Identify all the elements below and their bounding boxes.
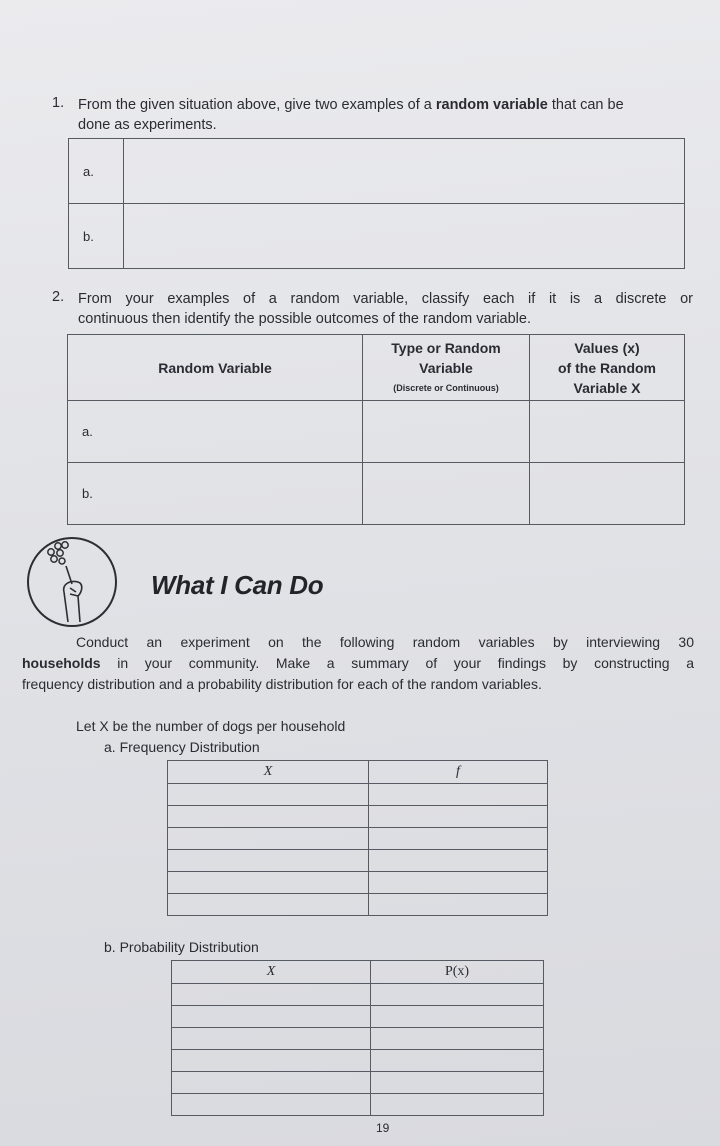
header-type-line1: Type or Random	[391, 339, 501, 356]
question-2-text	[78, 289, 693, 329]
prob-header-x: X	[172, 961, 371, 984]
probability-distribution-table	[171, 960, 544, 1116]
section-title: What I Can Do	[151, 570, 324, 600]
q1-row-b-label: b.	[69, 204, 124, 269]
q1-answer-b-cell[interactable]	[124, 204, 685, 269]
header-type-line2: Variable	[419, 359, 473, 376]
freq-cell[interactable]	[369, 784, 548, 806]
freq-header-x: X	[168, 761, 369, 784]
prob-cell[interactable]	[172, 1006, 371, 1028]
question-1-bold: random variable	[435, 97, 548, 113]
freq-cell[interactable]	[168, 806, 369, 828]
let-statement: Let X be the number of dogs per household	[76, 718, 346, 734]
question-1-answer-table	[68, 138, 685, 269]
paragraph-bold: households	[22, 655, 101, 671]
header-values	[530, 335, 685, 401]
prob-cell[interactable]	[371, 1006, 544, 1028]
question-2-classification-table	[67, 334, 685, 525]
question-2-line2: continuous then identify the possible outcomes of the random variable.	[78, 311, 531, 327]
question-2-line1: From your examples of a random variable, classify each if it is a discrete or	[78, 291, 693, 307]
header-values-line3: Variable X	[573, 379, 641, 396]
prob-cell[interactable]	[371, 1072, 544, 1094]
q1-row-a-label: a.	[69, 139, 124, 204]
paragraph-mid: in your community. Make a summary of your findings by constructing a	[117, 655, 695, 671]
paragraph-line3: frequency distribution and a probability distribution for each of the random variables.	[22, 676, 542, 692]
question-1-text	[78, 95, 698, 135]
prob-header-p: P(x)	[371, 961, 544, 984]
prob-cell[interactable]	[172, 1050, 371, 1072]
question-1-number: 1.	[52, 95, 65, 111]
prob-cell[interactable]	[172, 1072, 371, 1094]
prob-cell[interactable]	[172, 1094, 371, 1116]
frequency-distribution-label: a. Frequency Distribution	[104, 739, 260, 755]
paragraph-line2	[22, 653, 694, 674]
question-1-line2: done as experiments.	[78, 117, 217, 133]
freq-header-f: f	[369, 761, 548, 784]
header-type	[363, 335, 530, 401]
q2-values-b-cell[interactable]	[530, 463, 685, 525]
header-random-variable-label: Random Variable	[158, 359, 272, 376]
hand-holding-flower-icon	[26, 536, 118, 628]
prob-cell[interactable]	[371, 984, 544, 1006]
q2-type-b-cell[interactable]	[363, 463, 530, 525]
probability-distribution-label: b. Probability Distribution	[104, 939, 259, 955]
q2-row-a-label[interactable]: a.	[68, 401, 363, 463]
q2-row-b-label[interactable]: b.	[68, 463, 363, 525]
question-1-lead: From the given situation above, give two examples of a	[78, 97, 432, 113]
prob-cell[interactable]	[371, 1050, 544, 1072]
freq-cell[interactable]	[168, 872, 369, 894]
freq-cell[interactable]	[168, 850, 369, 872]
question-2-number: 2.	[52, 289, 65, 305]
prob-cell[interactable]	[172, 1028, 371, 1050]
question-1-tail: that can be	[551, 97, 624, 113]
header-type-note: (Discrete or Continuous)	[393, 382, 499, 393]
freq-cell[interactable]	[369, 828, 548, 850]
frequency-distribution-table	[167, 760, 548, 916]
page-number: 19	[376, 1121, 390, 1135]
paragraph-line1: Conduct an experiment on the following random variables by interviewing 30	[76, 634, 694, 650]
freq-cell[interactable]	[369, 806, 548, 828]
q2-values-a-cell[interactable]	[530, 401, 685, 463]
prob-cell[interactable]	[172, 984, 371, 1006]
q2-type-a-cell[interactable]	[363, 401, 530, 463]
q1-answer-a-cell[interactable]	[124, 139, 685, 204]
header-values-line1: Values (x)	[574, 339, 640, 356]
freq-cell[interactable]	[168, 828, 369, 850]
prob-cell[interactable]	[371, 1028, 544, 1050]
section-paragraph	[22, 632, 694, 695]
freq-cell[interactable]	[168, 784, 369, 806]
freq-cell[interactable]	[369, 850, 548, 872]
prob-cell[interactable]	[371, 1094, 544, 1116]
header-random-variable	[68, 335, 363, 401]
freq-cell[interactable]	[369, 894, 548, 916]
freq-cell[interactable]	[369, 872, 548, 894]
freq-cell[interactable]	[168, 894, 369, 916]
header-values-line2: of the Random	[558, 359, 656, 376]
